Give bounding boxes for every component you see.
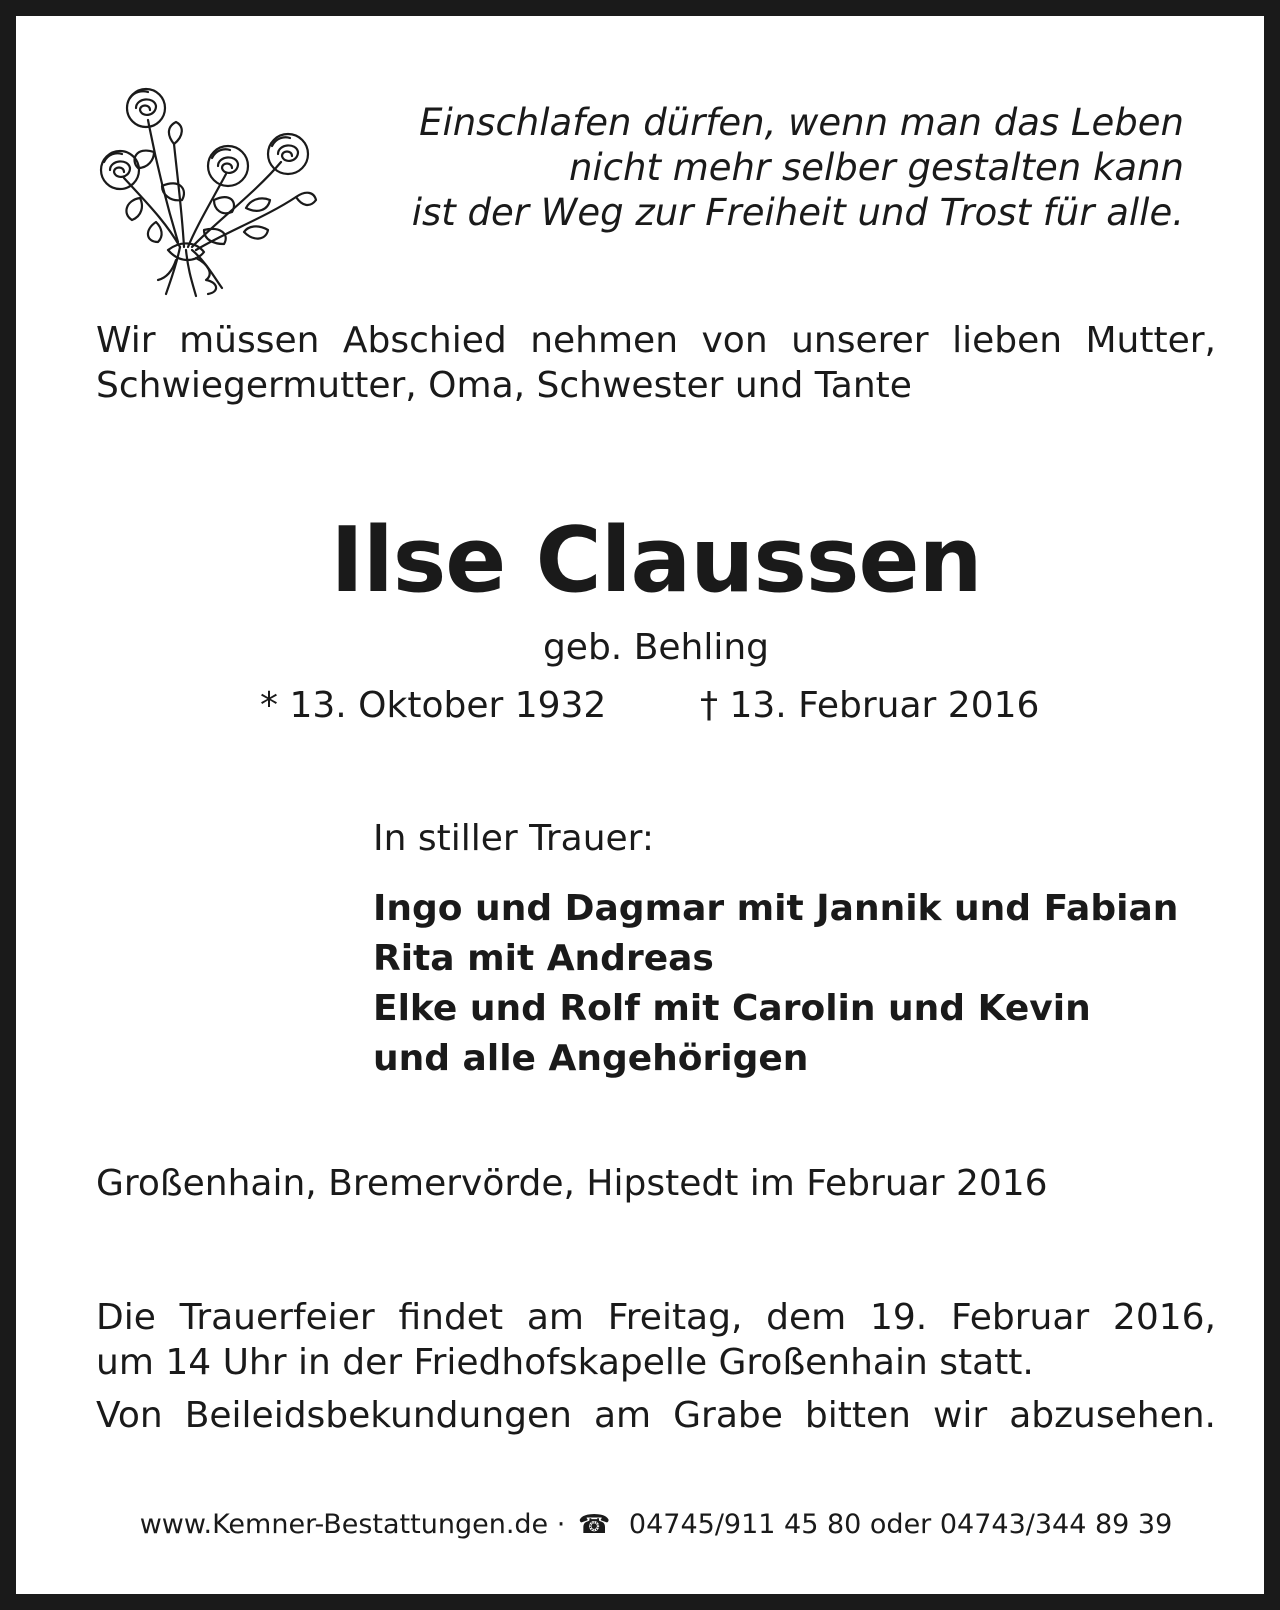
deceased-name: Ilse Claussen (330, 508, 982, 613)
mourner-item: Ingo und Dagmar mit Jannik und Fabian (373, 888, 1179, 929)
intro-line: Schwiegermutter, Oma, Schwester und Tante (96, 365, 912, 406)
website-link[interactable]: www.Kemner-Bestattungen.de (139, 1509, 549, 1540)
mourner-item: Elke und Rolf mit Carolin und Kevin (373, 988, 1091, 1029)
place-date: Großenhain, Bremervörde, Hipstedt im Februar 2016 (96, 1163, 1048, 1204)
quote-line: ist der Weg zur Freiheit und Trost für alle. (411, 191, 1184, 234)
mourner-item: Rita mit Andreas (373, 938, 714, 979)
maiden-name: geb. Behling (542, 627, 770, 668)
quote-block (412, 100, 1184, 235)
quote-line: Einschlafen dürfen, wenn man das Leben (419, 101, 1184, 144)
telephone-icon: ☎ (577, 1510, 611, 1540)
footer-separator: · (556, 1509, 566, 1540)
mourners-list (373, 884, 1178, 1084)
ceremony-info (96, 1295, 1216, 1438)
intro-text (96, 318, 1216, 408)
death-date: † 13. Februar 2016 (700, 685, 1040, 726)
quote-line: nicht mehr selber gestalten kann (568, 146, 1184, 189)
footer-contact (16, 1508, 1280, 1542)
rose-bouquet-icon (96, 82, 324, 302)
ceremony-line: Die Trauerfeier findet am Freitag, dem 19. Februar 2016, (96, 1297, 1216, 1338)
phone-numbers: 04745/911 45 80 oder 04743/344 89 39 (628, 1509, 1173, 1540)
ceremony-line: um 14 Uhr in der Friedhofskapelle Großenhain statt. (96, 1342, 1034, 1383)
intro-line: Wir müssen Abschied nehmen von unserer lieben Mutter, (96, 320, 1216, 361)
mourner-item: und alle Angehörigen (373, 1038, 809, 1079)
ceremony-line: Von Beileidsbekundungen am Grabe bitten wir abzusehen. (96, 1395, 1216, 1436)
birth-date: * 13. Oktober 1932 (260, 685, 607, 726)
mourners-label: In stiller Trauer: (373, 818, 654, 859)
